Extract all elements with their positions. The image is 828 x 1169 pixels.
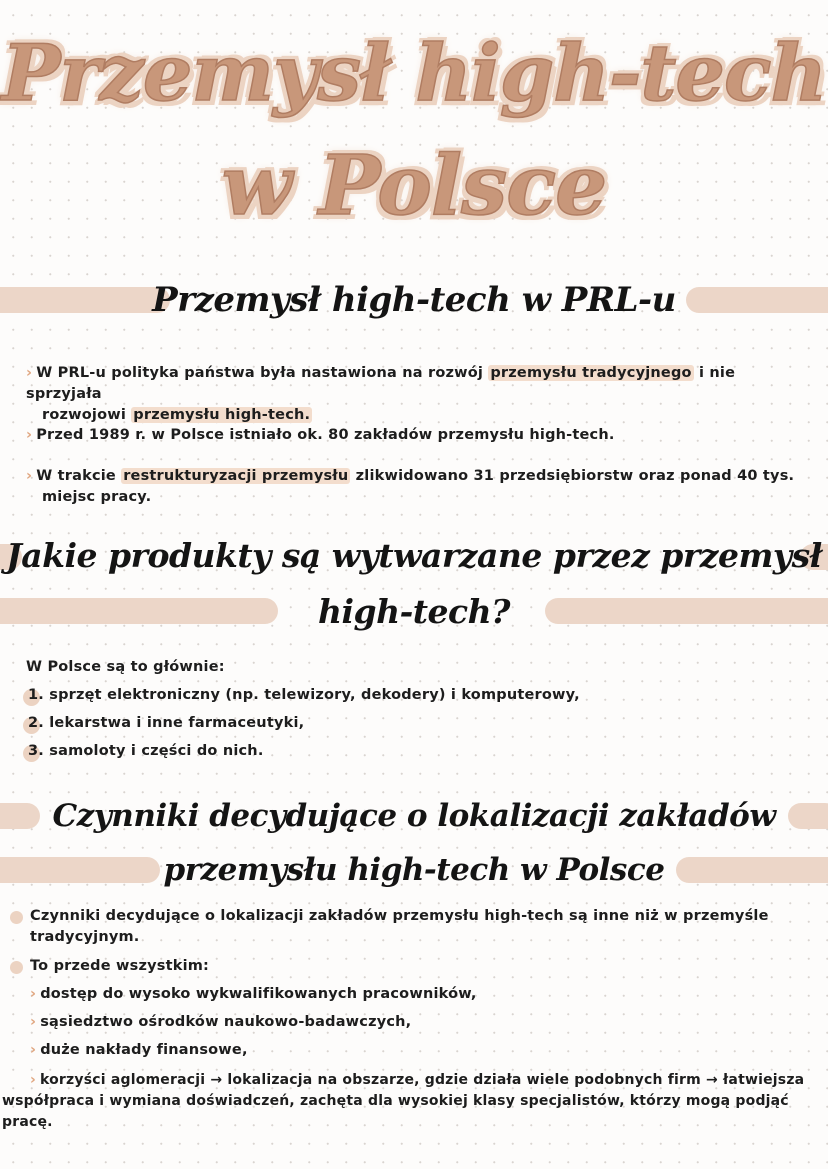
bullet-prl-policy: › W PRL-u polityka państwa była nastawiona na rozwój przemysłu tradycyjnego i nie sprzyjała rozwojowi przemysłu high-tech. (26, 365, 736, 423)
bullet-dot (10, 961, 23, 974)
chevron-right-icon: › (30, 1072, 36, 1088)
section3-heading-line1: Czynniki decydujące o lokalizacji zakładów (52, 798, 776, 834)
section1-heading: Przemysł high-tech w PRL-u (152, 280, 676, 320)
list-item: 2. lekarstwa i inne farmaceutyki, (28, 715, 305, 731)
factors-intro: To przede wszystkim: (30, 958, 210, 974)
products-intro: W Polsce są to głównie: (26, 659, 225, 675)
bullet-dot (10, 911, 23, 924)
arrow-right-icon: → (210, 1072, 223, 1088)
factors-paragraph: Czynniki decydujące o lokalizacji zakładów przemysłu high-tech są inne niż w przemyśle tradycyjnym. (30, 908, 769, 945)
list-item: 3. samoloty i części do nich. (28, 743, 264, 759)
chevron-right-icon: › (26, 365, 33, 381)
factor-item-agglomeration: › korzyści aglomeracji → lokalizacja na obszarze, gdzie działa wiele podobnych firm → łatwiejsza współpraca i wymiana doświadczeń, zachęta dla wysokiej klasy specjalistów, którzy mogą podjąć pracę. (2, 1072, 805, 1130)
chevron-right-icon: › (30, 1014, 37, 1030)
arrow-right-icon: → (706, 1072, 718, 1088)
main-title-line1: Przemysł high-tech (1, 28, 827, 119)
bullet-restructuring: › W trakcie restrukturyzacji przemysłu zlikwidowano 31 przedsiębiorstw oraz ponad 40 tys. miejsc pracy. (26, 468, 795, 505)
section2-heading-line2: high-tech? (318, 592, 510, 631)
chevron-right-icon: › (30, 1042, 37, 1058)
bullet-before-1989: › Przed 1989 r. w Polsce istniało ok. 80 zakładów przemysłu high-tech. (26, 427, 615, 443)
main-title-line2: w Polsce (221, 138, 607, 234)
section3-heading-line2: przemysłu high-tech w Polsce (163, 852, 665, 888)
list-item: 1. sprzęt elektroniczny (np. telewizory, dekodery) i komputerowy, (28, 687, 580, 703)
factor-item: › dostęp do wysoko wykwalifikowanych pracowników, (30, 986, 477, 1002)
factor-item: › sąsiedztwo ośrodków naukowo-badawczych, (30, 1014, 412, 1030)
chevron-right-icon: › (26, 427, 33, 443)
chevron-right-icon: › (26, 468, 33, 484)
factor-item: › duże nakłady finansowe, (30, 1042, 248, 1058)
section2-heading-line1: Jakie produkty są wytwarzane przez przemysł (6, 536, 822, 575)
chevron-right-icon: › (30, 986, 37, 1002)
